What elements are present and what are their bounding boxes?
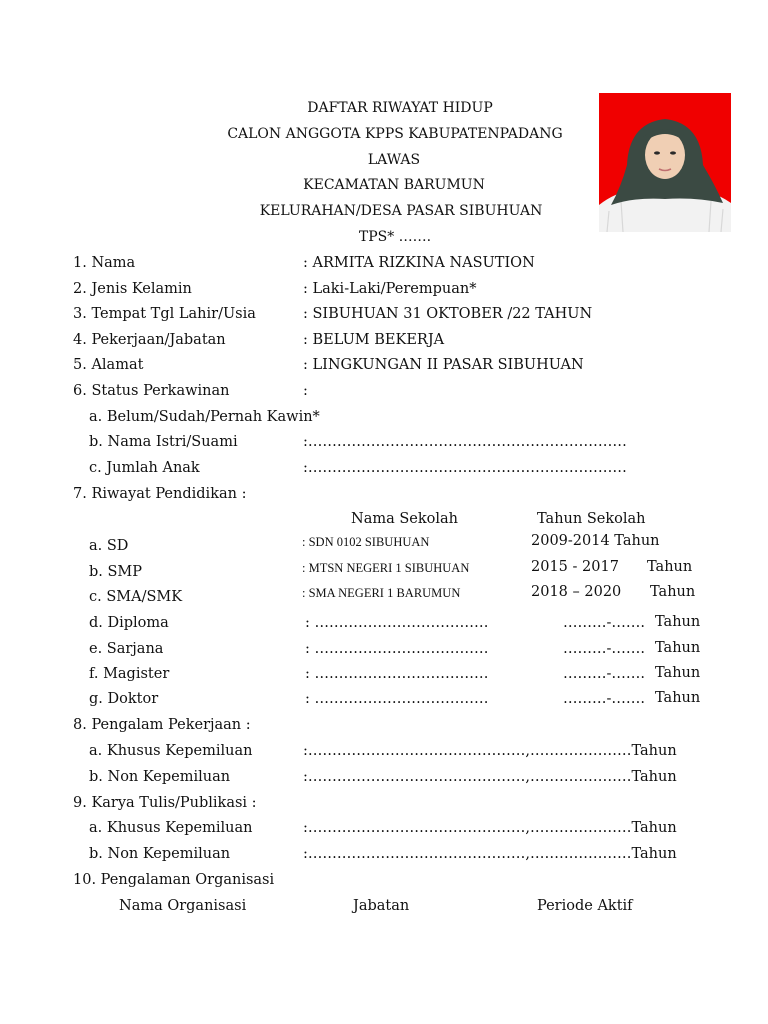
field-label-status: 6. Status Perkawinan bbox=[73, 383, 230, 399]
publications-value-khusus: :………………………………………,…………………Tahun bbox=[303, 820, 677, 836]
education-school-sma: : SMA NEGERI 1 BARUMUN bbox=[302, 586, 461, 600]
education-school-smp: : MTSN NEGERI 1 SIBUHUAN bbox=[302, 561, 470, 575]
header-village: KELURAHAN/DESA PASAR SIBUHUAN bbox=[259, 203, 543, 219]
education-unit-sarjana: Tahun bbox=[655, 640, 701, 656]
spouse-name-value: :………………………………………………………… bbox=[303, 434, 627, 450]
education-school-diploma: : ……………………………… bbox=[305, 615, 489, 631]
education-year-sd: 2009-2014 Tahun bbox=[531, 533, 660, 549]
education-label-doktor: g. Doktor bbox=[89, 691, 159, 707]
education-unit-magister: Tahun bbox=[655, 665, 701, 681]
education-year-sma: 2018 – 2020 bbox=[531, 584, 622, 600]
field-value-nama: : ARMITA RIZKINA NASUTION bbox=[303, 255, 535, 271]
education-unit-sma: Tahun bbox=[650, 584, 696, 600]
education-year-sarjana: ………-……. bbox=[563, 641, 646, 657]
work-value-non: :………………………………………,…………………Tahun bbox=[303, 769, 677, 785]
field-label-pekerjaan: 4. Pekerjaan/Jabatan bbox=[73, 332, 226, 348]
education-col-school: Nama Sekolah bbox=[351, 511, 458, 527]
header-region: LAWAS bbox=[367, 152, 421, 168]
field-label-alamat: 5. Alamat bbox=[73, 357, 144, 373]
education-year-doktor: ………-……. bbox=[563, 691, 646, 707]
education-label-magister: f. Magister bbox=[89, 666, 170, 682]
organization-col-position: Jabatan bbox=[353, 898, 410, 914]
field-value-alamat: : LINGKUNGAN II PASAR SIBUHUAN bbox=[303, 357, 584, 373]
education-col-year: Tahun Sekolah bbox=[537, 511, 646, 527]
publications-label-khusus: a. Khusus Kepemiluan bbox=[89, 820, 253, 836]
header-tps: TPS* ……. bbox=[358, 229, 432, 245]
children-count-label: c. Jumlah Anak bbox=[89, 460, 200, 476]
spouse-name-label: b. Nama Istri/Suami bbox=[89, 434, 238, 450]
education-school-sarjana: : ……………………………… bbox=[305, 641, 489, 657]
profile-photo bbox=[599, 93, 731, 232]
education-school-magister: : ……………………………… bbox=[305, 666, 489, 682]
education-label-sd: a. SD bbox=[89, 538, 129, 554]
field-label-nama: 1. Nama bbox=[73, 255, 136, 271]
education-year-magister: ………-……. bbox=[563, 666, 646, 682]
field-value-ttl: : SIBUHUAN 31 OKTOBER /22 TAHUN bbox=[303, 306, 593, 322]
organization-title: 10. Pengalaman Organisasi bbox=[73, 872, 275, 888]
marital-status-options: a. Belum/Sudah/Pernah Kawin* bbox=[89, 409, 320, 425]
publications-value-non: :………………………………………,…………………Tahun bbox=[303, 846, 677, 862]
education-school-sd: : SDN 0102 SIBUHUAN bbox=[302, 535, 430, 549]
organization-col-period: Periode Aktif bbox=[537, 898, 633, 914]
education-unit-smp: Tahun bbox=[647, 559, 693, 575]
education-unit-diploma: Tahun bbox=[655, 614, 701, 630]
field-label-jenis-kelamin: 2. Jenis Kelamin bbox=[73, 281, 192, 297]
field-label-ttl: 3. Tempat Tgl Lahir/Usia bbox=[73, 306, 256, 322]
field-value-status: : bbox=[303, 383, 308, 399]
header-subtitle: CALON ANGGOTA KPPS KABUPATENPADANG bbox=[227, 126, 563, 142]
work-title: 8. Pengalam Pekerjaan : bbox=[73, 717, 251, 733]
education-unit-doktor: Tahun bbox=[655, 690, 701, 706]
education-label-smp: b. SMP bbox=[89, 564, 143, 580]
work-label-khusus: a. Khusus Kepemiluan bbox=[89, 743, 253, 759]
education-label-sarjana: e. Sarjana bbox=[89, 641, 164, 657]
publications-label-non: b. Non Kepemiluan bbox=[89, 846, 231, 862]
education-title: 7. Riwayat Pendidikan : bbox=[73, 486, 247, 502]
header-district: KECAMATAN BARUMUN bbox=[303, 177, 485, 193]
work-label-non: b. Non Kepemiluan bbox=[89, 769, 231, 785]
organization-col-name: Nama Organisasi bbox=[119, 898, 247, 914]
field-value-jenis-kelamin: : Laki-Laki/Perempuan* bbox=[303, 281, 477, 297]
children-count-value: :………………………………………………………… bbox=[303, 460, 627, 476]
education-school-doktor: : ……………………………… bbox=[305, 691, 489, 707]
education-year-diploma: ………-……. bbox=[563, 615, 646, 631]
header-title: DAFTAR RIWAYAT HIDUP bbox=[307, 100, 493, 116]
education-label-sma: c. SMA/SMK bbox=[89, 589, 183, 605]
work-value-khusus: :………………………………………,…………………Tahun bbox=[303, 743, 677, 759]
person-portrait-icon bbox=[599, 93, 731, 232]
education-label-diploma: d. Diploma bbox=[89, 615, 169, 631]
publications-title: 9. Karya Tulis/Publikasi : bbox=[73, 795, 257, 811]
field-value-pekerjaan: : BELUM BEKERJA bbox=[303, 332, 445, 348]
education-year-smp: 2015 - 2017 bbox=[531, 559, 619, 575]
